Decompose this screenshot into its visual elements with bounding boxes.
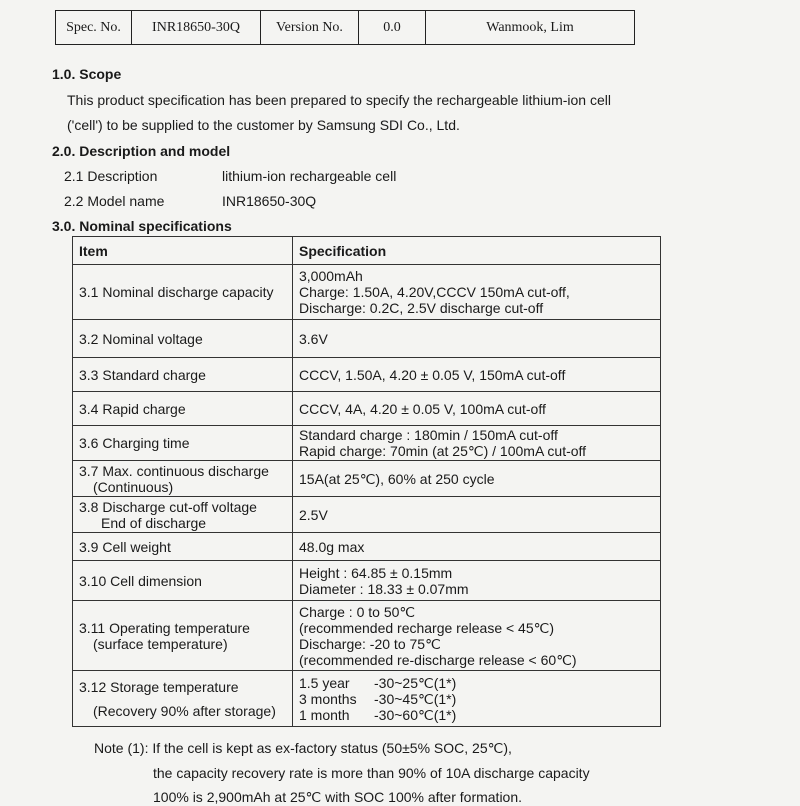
- item-line: 3.7 Max. continuous discharge: [79, 462, 269, 479]
- spec-cell: [293, 426, 661, 461]
- table-row: [73, 671, 661, 727]
- spec-line: Diameter : 18.33 ± 0.07mm: [299, 580, 469, 597]
- item-line: 3.11 Operating temperature: [79, 619, 250, 636]
- table-row: [73, 533, 661, 561]
- item-line: (Continuous): [93, 478, 174, 495]
- description-label: 2.1 Description: [64, 168, 158, 184]
- table-row: [73, 358, 661, 392]
- item-line: End of discharge: [101, 514, 207, 531]
- table-row: [73, 497, 661, 533]
- spec-cell: 2.5V: [293, 497, 661, 533]
- spec-cell: 15A(at 25℃), 60% at 250 cycle: [293, 461, 661, 497]
- table-row: [73, 392, 661, 426]
- nominal-spec-table: [72, 236, 661, 727]
- table-row: [73, 561, 661, 601]
- spec-line: Charge: 1.50A, 4.20V,CCCV 150mA cut-off,: [299, 284, 570, 300]
- spec-no-value: INR18650-30Q: [132, 11, 261, 45]
- storage-temp: -30~60℃(1*): [374, 706, 457, 723]
- version-label: Version No.: [261, 11, 359, 45]
- storage-line: [299, 707, 654, 723]
- storage-period: 1.5 year: [299, 674, 350, 691]
- header-table: [55, 10, 635, 45]
- storage-line: [299, 691, 654, 707]
- model-value: INR18650-30Q: [222, 193, 317, 209]
- spec-line: Rapid charge: 70min (at 25℃) / 100mA cut-off: [299, 443, 587, 459]
- spec-line: Height : 64.85 ± 0.15mm: [299, 564, 453, 581]
- item-cell: [73, 497, 293, 533]
- item-cell: 3.2 Nominal voltage: [73, 320, 293, 358]
- spec-cell: [293, 561, 661, 601]
- scope-title: 1.0. Scope: [52, 66, 122, 82]
- table-row: [73, 265, 661, 320]
- spec-line: Standard charge : 180min / 150mA cut-off: [299, 427, 558, 443]
- col-item-header: Item: [73, 237, 293, 265]
- item-cell: [73, 601, 293, 671]
- note-line-3: 100% is 2,900mAh at 25℃ with SOC 100% after formation.: [153, 789, 523, 805]
- table-row: [73, 461, 661, 497]
- table-row: [73, 320, 661, 358]
- scope-line-1: This product specification has been prepared to specify the rechargeable lithium-ion cell: [67, 92, 611, 108]
- spec-line: Discharge: 0.2C, 2.5V discharge cut-off: [299, 300, 544, 316]
- item-line: 3.12 Storage temperature: [79, 678, 239, 695]
- spec-cell: CCCV, 4A, 4.20 ± 0.05 V, 100mA cut-off: [293, 392, 661, 426]
- storage-period: 3 months: [299, 690, 357, 707]
- item-cell: 3.4 Rapid charge: [73, 392, 293, 426]
- description-value: lithium-ion rechargeable cell: [222, 168, 397, 184]
- spec-cell: [293, 601, 661, 671]
- item-cell: 3.1 Nominal discharge capacity: [73, 265, 293, 320]
- item-line: 3.8 Discharge cut-off voltage: [79, 498, 257, 515]
- item-cell: [73, 671, 293, 727]
- description-title: 2.0. Description and model: [52, 143, 231, 159]
- table-row: [73, 426, 661, 461]
- spec-line: 3,000mAh: [299, 268, 363, 284]
- storage-period: 1 month: [299, 706, 350, 723]
- spec-cell: CCCV, 1.50A, 4.20 ± 0.05 V, 150mA cut-off: [293, 358, 661, 392]
- version-value: 0.0: [359, 11, 426, 45]
- storage-temp: -30~45℃(1*): [374, 690, 457, 707]
- spec-no-label: Spec. No.: [56, 11, 132, 45]
- spec-line: (recommended recharge release < 45℃): [299, 619, 555, 636]
- item-cell: 3.3 Standard charge: [73, 358, 293, 392]
- item-cell: [73, 461, 293, 497]
- storage-line: [299, 675, 654, 691]
- item-cell: 3.9 Cell weight: [73, 533, 293, 561]
- storage-temp: -30~25℃(1*): [374, 674, 457, 691]
- note-line-1: Note (1): If the cell is kept as ex-factory status (50±5% SOC, 25℃),: [94, 740, 512, 756]
- table-row: [73, 601, 661, 671]
- nominal-title: 3.0. Nominal specifications: [52, 218, 232, 234]
- item-cell: 3.6 Charging time: [73, 426, 293, 461]
- scope-line-2: ('cell') to be supplied to the customer by Samsung SDI Co., Ltd.: [67, 117, 460, 133]
- item-line: (surface temperature): [93, 635, 228, 652]
- spec-cell: [293, 265, 661, 320]
- author: Wanmook, Lim: [426, 11, 635, 45]
- spec-line: Charge : 0 to 50℃: [299, 603, 416, 620]
- spec-line: Discharge: -20 to 75℃: [299, 635, 441, 652]
- item-line: (Recovery 90% after storage): [93, 702, 276, 719]
- col-spec-header: Specification: [293, 237, 661, 265]
- spec-cell: 3.6V: [293, 320, 661, 358]
- spec-line: (recommended re-discharge release < 60℃): [299, 651, 577, 668]
- item-cell: 3.10 Cell dimension: [73, 561, 293, 601]
- model-label: 2.2 Model name: [64, 193, 165, 209]
- spec-cell: [293, 671, 661, 727]
- spec-cell: 48.0g max: [293, 533, 661, 561]
- note-line-2: the capacity recovery rate is more than 90% of 10A discharge capacity: [153, 765, 590, 781]
